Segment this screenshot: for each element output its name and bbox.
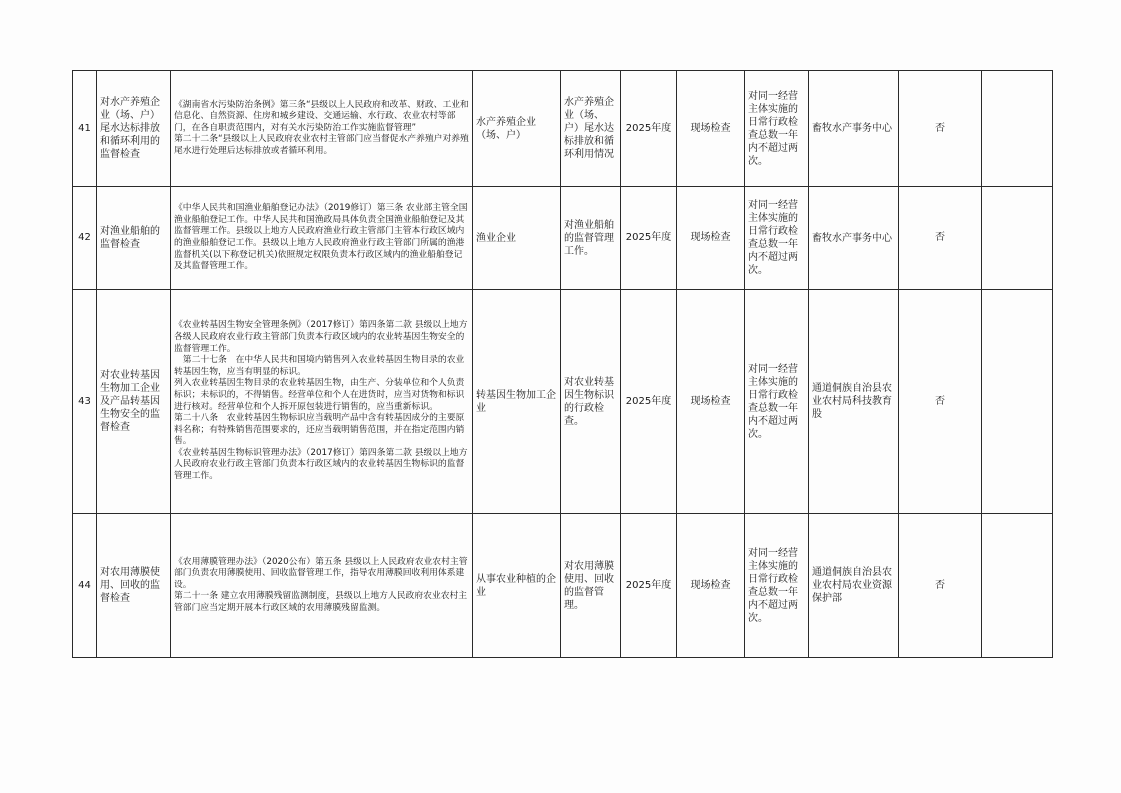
inspection-content: 对渔业船舶的监督管理工作。 <box>561 187 621 290</box>
inspection-item: 对农业转基因生物加工企业及产品转基因生物安全的监督检查 <box>97 290 171 514</box>
basis-paragraph: 《农业转基因生物标识管理办法》（2017修订）第四条第二款 县级以上地方人民政府农业行政主管部门负责本行政区域内的农业转基因生物标识的监督管理工作。 <box>174 447 468 482</box>
inspection-frequency: 对同一经营主体实施的日常行政检查总数一年内不超过两次。 <box>745 71 809 187</box>
table-row <box>73 71 1053 187</box>
row-number: 42 <box>73 187 97 290</box>
basis-paragraph: 第二十七条 在中华人民共和国境内销售列入农业转基因生物目录的农业转基因生物，应当有明显的标识。 <box>174 355 465 377</box>
inspection-object: 从事农业种植的企业 <box>473 514 561 658</box>
responsible-department: 畜牧水产事务中心 <box>809 71 899 187</box>
row-number: 44 <box>73 514 97 658</box>
inspection-object: 水产养殖企业（场、户） <box>473 71 561 187</box>
legal-basis <box>171 71 473 187</box>
row-number: 41 <box>73 71 97 187</box>
inspection-method: 现场检查 <box>677 71 745 187</box>
basis-paragraph: 第二十一条 建立农用薄膜残留监测制度，县级以上地方人民政府农业农村主管部门应当定期开展本行政区域的农用薄膜残留监测。 <box>174 591 468 613</box>
legal-basis <box>171 514 473 658</box>
inspection-object: 转基因生物加工企业 <box>473 290 561 514</box>
inspection-frequency: 对同一经营主体实施的日常行政检查总数一年内不超过两次。 <box>745 187 809 290</box>
remarks <box>982 187 1053 290</box>
responsible-department: 畜牧水产事务中心 <box>809 187 899 290</box>
remarks <box>982 71 1053 187</box>
legal-basis <box>171 187 473 290</box>
inspection-method: 现场检查 <box>677 290 745 514</box>
joint-inspection: 否 <box>899 187 982 290</box>
table-row <box>73 187 1053 290</box>
inspection-table <box>72 70 1053 658</box>
basis-paragraph: 《湖南省水污染防治条例》第三条“县级以上人民政府和改革、财政、工业和信息化、自然资源、住房和城乡建设、交通运输、水行政、农业农村等部门，在各自职责范围内，对有关水污染防治工作实施监督管理” <box>174 99 469 133</box>
remarks <box>982 514 1053 658</box>
inspection-year: 2025年度 <box>621 71 677 187</box>
joint-inspection: 否 <box>899 71 982 187</box>
basis-paragraph: 《中华人民共和国渔业船舶登记办法》（2019修订）第三条 农业部主管全国渔业船舶登记工作。中华人民共和国渔政局具体负责全国渔业船舶登记及其监督管理工作。县级以上地方人民政府渔业行政主管部门主管本行政区域内的渔业船舶登记工作。县级以上地方人民政府渔业行政主管部门所属的渔港监督机关(以下称登记机关)依照规定权限负责本行政区域内的渔业船舶登记及其监督管理工作。 <box>174 203 468 272</box>
inspection-content: 对农用薄膜使用、回收的监督管理。 <box>561 514 621 658</box>
basis-paragraph: 第二十二条“县级以上人民政府农业农村主管部门应当督促水产养殖户对养殖尾水进行处理后达标排放或者循环利用。 <box>174 134 469 156</box>
inspection-method: 现场检查 <box>677 514 745 658</box>
inspection-content: 水产养殖企业（场、户）尾水达标排放和循环利用情况 <box>561 71 621 187</box>
responsible-department: 通道侗族自治县农业农村局科技教育股 <box>809 290 899 514</box>
basis-paragraph: 列入农业转基因生物目录的农业转基因生物，由生产、分装单位和个人负责标识；未标识的，不得销售。经营单位和个人在进货时，应当对货物和标识进行核对。经营单位和个人拆开原包装进行销售的，应当重新标识。 <box>174 378 465 412</box>
responsible-department: 通道侗族自治县农业农村局农业资源保护部 <box>809 514 899 658</box>
joint-inspection: 否 <box>899 290 982 514</box>
row-number: 43 <box>73 290 97 514</box>
legal-basis <box>171 290 473 514</box>
remarks <box>982 290 1053 514</box>
inspection-year: 2025年度 <box>621 187 677 290</box>
table-row <box>73 514 1053 658</box>
inspection-item: 对渔业船舶的监督检查 <box>97 187 171 290</box>
joint-inspection: 否 <box>899 514 982 658</box>
inspection-year: 2025年度 <box>621 514 677 658</box>
inspection-year: 2025年度 <box>621 290 677 514</box>
basis-paragraph: 《农业转基因生物安全管理条例》（2017修订）第四条第二款 县级以上地方各级人民政府农业行政主管部门负责本行政区域内的农业转基因生物安全的监督管理工作。 <box>174 320 468 354</box>
inspection-item: 对水产养殖企业（场、户）尾水达标排放和循环利用的监督检查 <box>97 71 171 187</box>
inspection-item: 对农用薄膜使用、回收的监督检查 <box>97 514 171 658</box>
inspection-object: 渔业企业 <box>473 187 561 290</box>
basis-paragraph: 第二十八条 农业转基因生物标识应当载明产品中含有转基因成分的主要原料名称；有特殊销售范围要求的，还应当载明销售范围，并在指定范围内销售。 <box>174 413 465 447</box>
inspection-content: 对农业转基因生物标识的行政检查。 <box>561 290 621 514</box>
inspection-frequency: 对同一经营主体实施的日常行政检查总数一年内不超过两次。 <box>745 514 809 658</box>
table-row <box>73 290 1053 514</box>
inspection-method: 现场检查 <box>677 187 745 290</box>
inspection-frequency: 对同一经营主体实施的日常行政检查总数一年内不超过两次。 <box>745 290 809 514</box>
basis-paragraph: 《农用薄膜管理办法》（2020公布）第五条 县级以上人民政府农业农村主管部门负责农用薄膜使用、回收监督管理工作，指导农用薄膜回收利用体系建设。 <box>174 556 468 590</box>
